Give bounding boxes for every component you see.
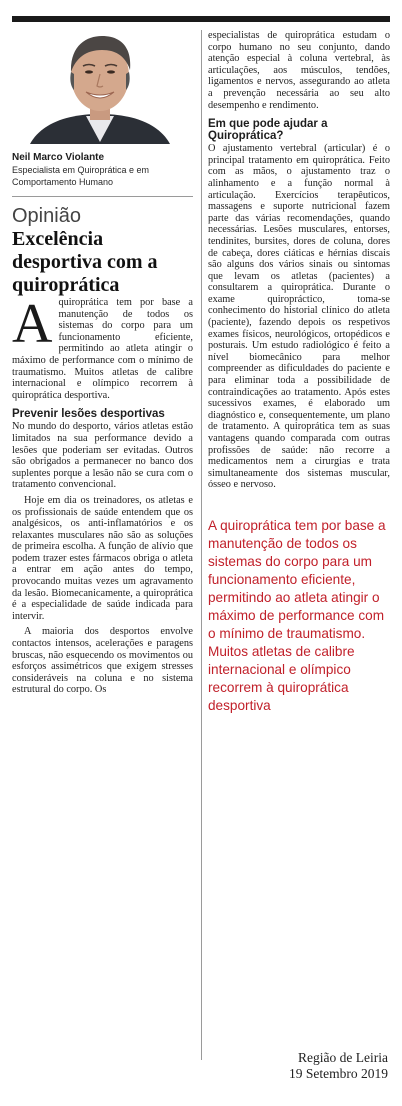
paragraph-5: O ajustamento vertebral (articular) é o principal tratamento em quiroprática. Feito com as mãos, o ajustamento traz o alinhamento e a função normal à articulação. Exercícios terapêuticos, massagens e suporte nutricional fazem parte das várias recomendações, quando necessárias. Lesões musculares, entorses, tendinites, bursites, dores de coluna, dores de cabeça, dores ciáticas e hérnias discais são alguns dos vários sinais ou sintomas que levam os atletas (pacientes) a consultarem a quiroprática. Durante o exame quiropráctico, toma-se conhecimento do historial clínico do atleta (paciente), fazendo depois os respetivos exames físicos, neurológicos, ortopédicos e posturais. Um estudo radiológico é feito a nível biomecânico para melhor compreender as dificuldades do paciente e para eliminar toda a possibilidade de contraindicações ao tratamento. Após estes sucessivos exames, é elaborado um diagnóstico e, consequentemente, um plano de tratamento. A quiroprática tem as suas vantagens quando comparada com outras profissões de saúde: não recorre a medicamentos nem a cirurgias e trata simultaneamente dos sistemas muscular, ósseo e nervoso.: [208, 143, 390, 491]
paragraph-2: Hoje em dia os treinadores, os atletas e os profissionais de saúde entendem que os analgésicos, os anti-inflamatórios e os relaxantes musculares não são as soluções de primeira escolha. A função de alívio que podem trazer estes fármacos obriga o atleta a entrar em ação antes do tempo, provocando muitas vezes um agravamento da lesão. Biomecanicamente, a quiroprática é a especialidade de saúde indicada para intervir.: [12, 494, 193, 622]
body-right: [208, 30, 390, 111]
left-column: [12, 30, 193, 696]
article-intro: [12, 293, 193, 401]
top-rule: [12, 16, 390, 22]
drop-cap: A: [12, 293, 53, 355]
pull-quote: A quiroprática tem por base a manutenção de todos os sistemas do corpo para um funcionamento eficiente, permitindo ao atleta atingir o máximo de performance com o mínimo de traumatismo. Muitos atletas de calibre internacional e olímpico recorrem à quiroprática desportiva: [208, 517, 386, 713]
intro-paragraph: quiroprática tem por base a manutenção de todos os sistemas do corpo para um funcionamento eficiente, permitindo ao atleta atingir o máximo de performance com o mínimo de traumatismo. Muitos atletas de calibre internacional e olímpico recorrem à quiroprática desportiva.: [12, 297, 193, 401]
column-divider: [201, 30, 202, 1060]
body-right-2: [208, 143, 390, 491]
paragraph-3: A maioria dos desportos envolve contactos intensos, acelerações e paragens bruscas, não esquecendo os movimentos ou esforços assimétricos que exigem stresses consideráveis na coluna e no sistema estrutural do corpo. Os: [12, 626, 193, 696]
article-headline: Excelência desportiva com a quiroprática: [12, 228, 158, 296]
paragraph-4: especialistas de quiroprática estudam o corpo humano no seu conjunto, dando atenção especial à coluna vertebral, às articulações, aos músculos, tendões, ligamentos e nervos, assegurando ao atleta a prevenção necessária ao seu alto desempenho e rendimento.: [208, 30, 390, 111]
publication-date: 19 Setembro 2019: [289, 1066, 388, 1081]
author-name: Neil Marco Violante: [12, 152, 105, 163]
footer: [289, 1050, 388, 1082]
section-kicker: Opinião: [12, 205, 81, 227]
author-portrait-image: [12, 30, 188, 144]
subheading-prevenir: Prevenir lesões desportivas: [12, 408, 165, 421]
section-divider: [12, 196, 193, 197]
paragraph-1: No mundo do desporto, vários atletas estão limitados na sua performance devido a lesões que poderiam ser evitadas. Outros são obrigados a permanecer no banco dos suplentes porque a lesão não se cura com o tratamento convencional.: [12, 421, 193, 491]
author-photo: [12, 30, 188, 144]
subheading-em-que-pode-ajudar: Em que pode ajudar a Quiroprática?: [208, 118, 328, 143]
body-left: [12, 421, 193, 696]
author-role: Especialista em Quiroprática e em Comportamento Humano: [12, 165, 150, 187]
right-column: [208, 30, 390, 715]
publication-name: Região de Leiria: [298, 1050, 388, 1065]
